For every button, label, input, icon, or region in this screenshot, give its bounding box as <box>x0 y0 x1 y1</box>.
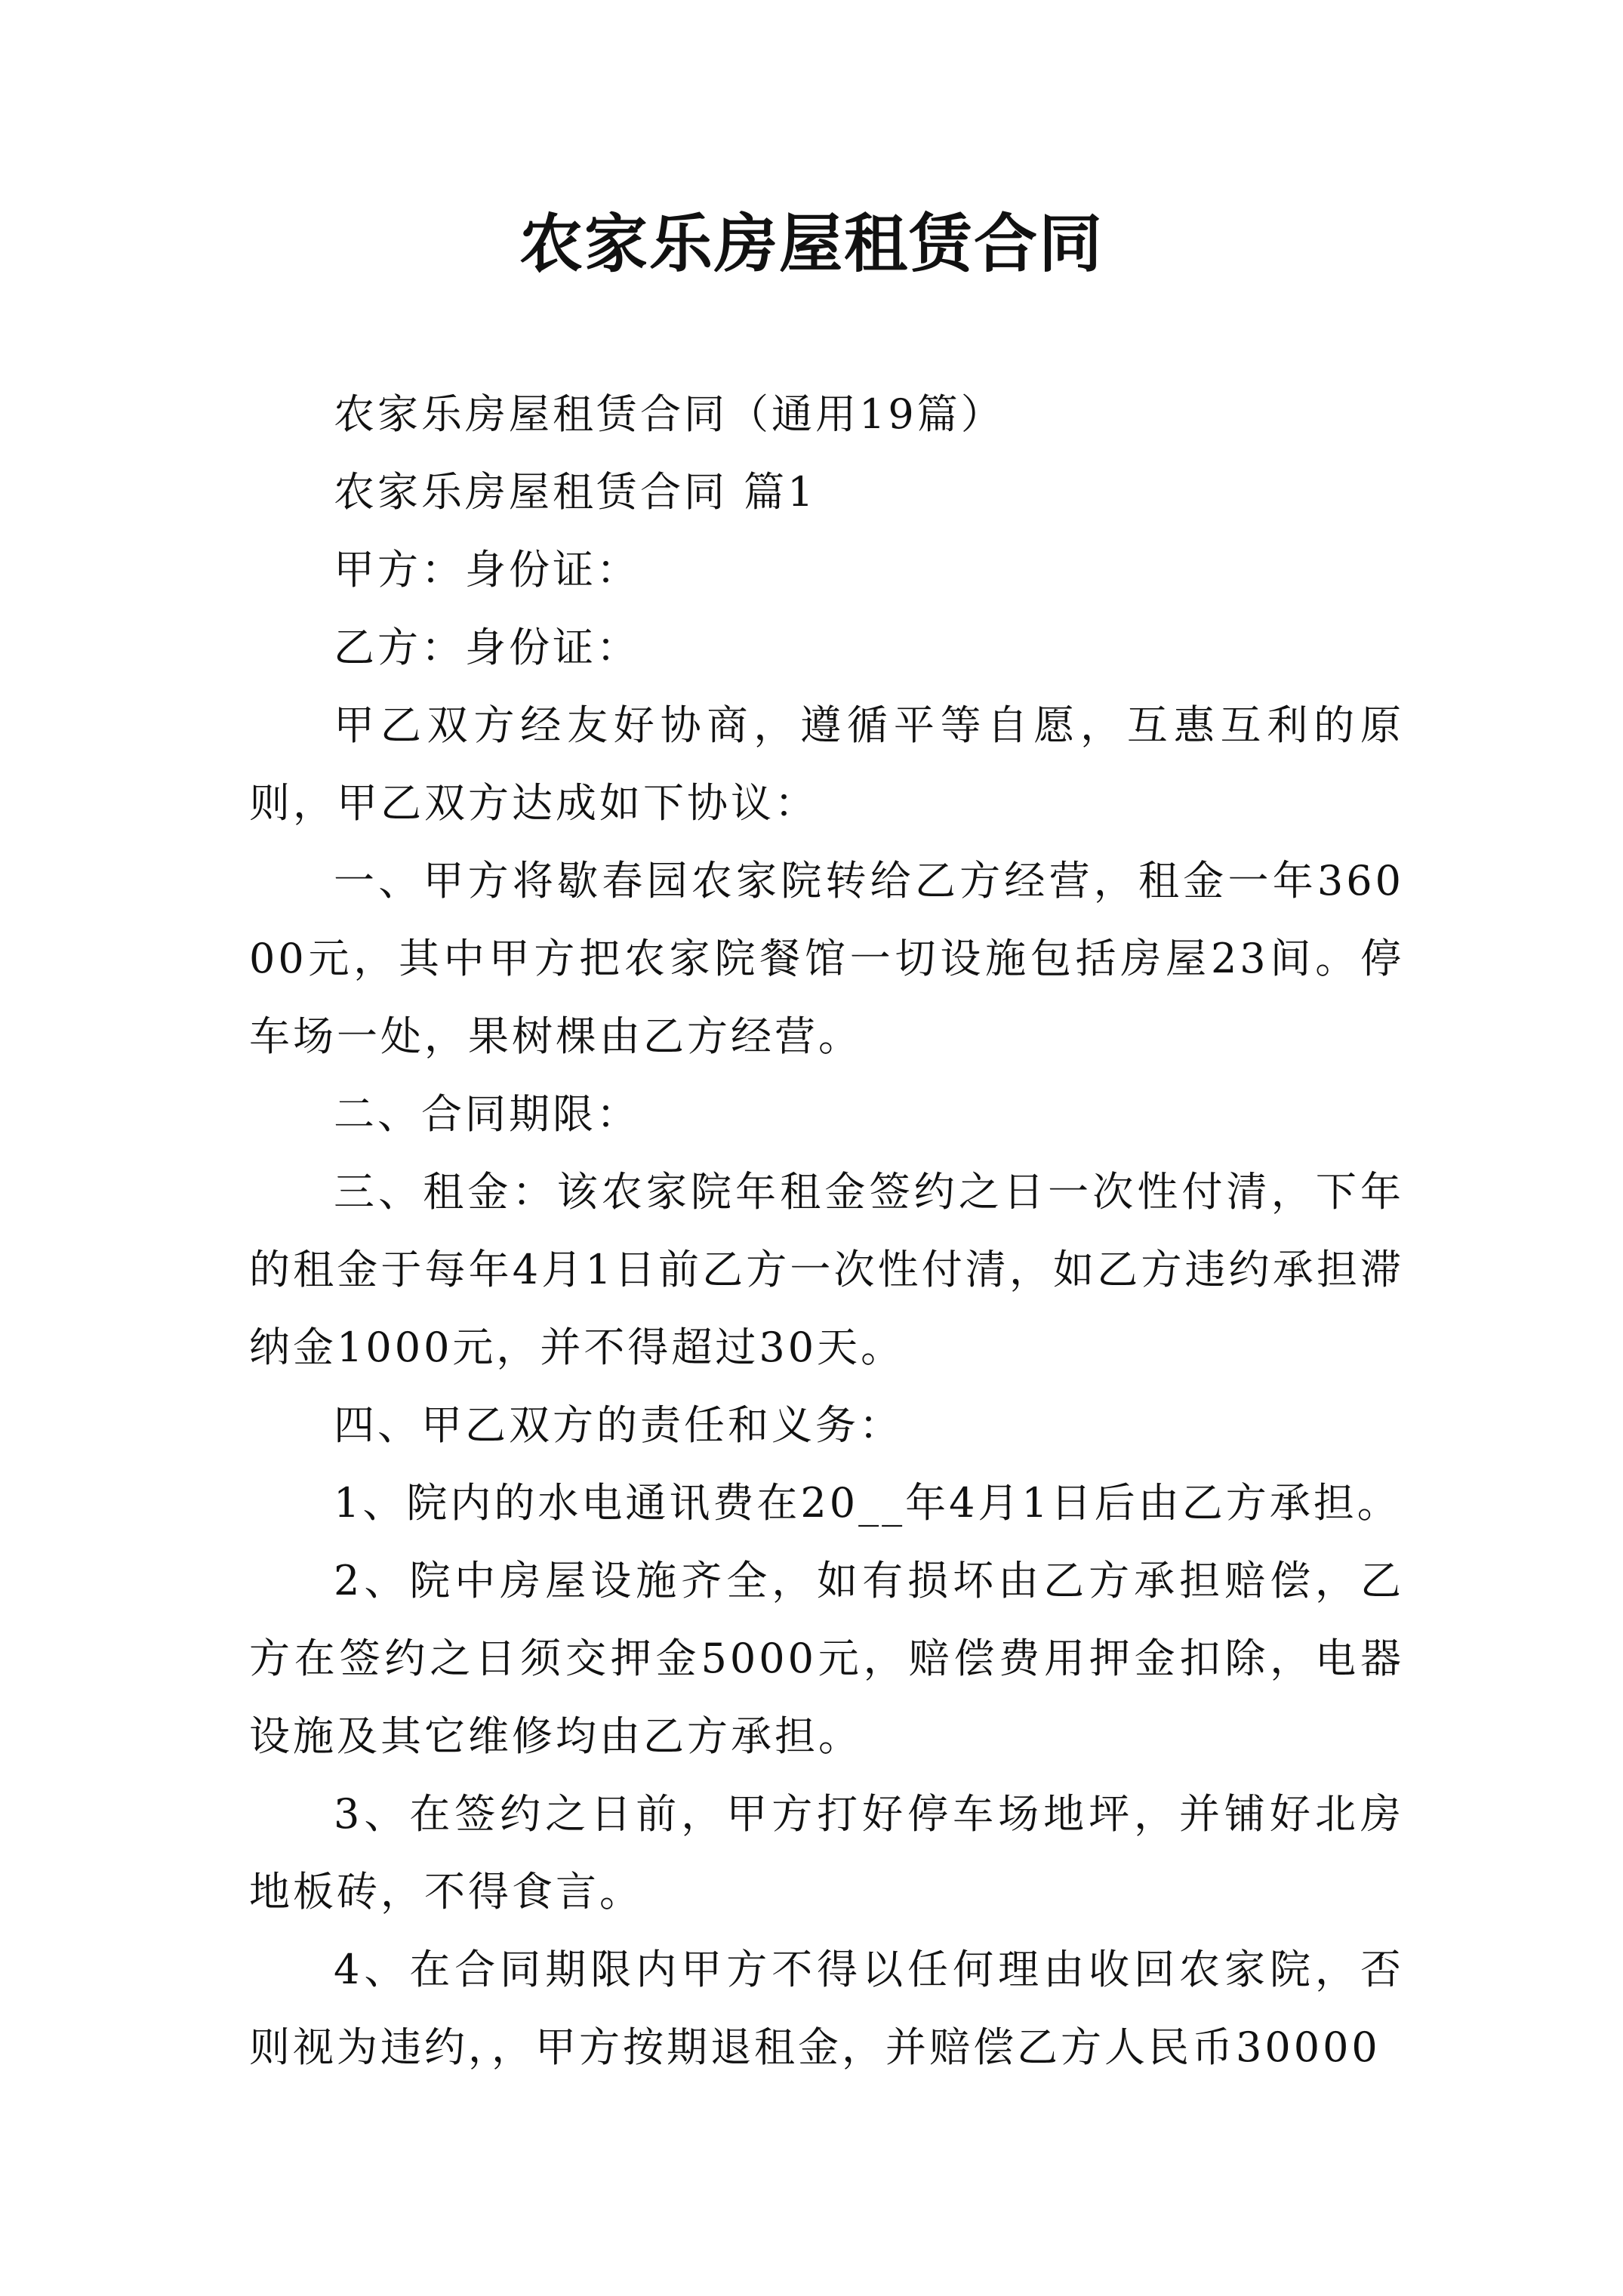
paragraph-item-1: 1、院内的水电通讯费在20__年4月1日后由乙方承担。 <box>334 1479 1401 1527</box>
document-body <box>249 375 1404 2086</box>
paragraph-party-b: 乙方：身份证： <box>334 624 640 671</box>
paragraph-party-a: 甲方：身份证： <box>334 546 640 593</box>
paragraph-section-heading: 农家乐房屋租赁合同 篇1 <box>334 468 817 516</box>
paragraph-clause-1: 一、甲方将歇春园农家院转给乙方经营，租金一年36000元，其中甲方把农家院餐馆一切设施包括房屋23间。停车场一处，果树棵由乙方经营。 <box>249 857 1404 1060</box>
paragraph-item-4: 4、在合同期限内甲方不得以任何理由收回农家院，否则视为违约，，甲方按期退租金，并赔偿乙方人民币30000 <box>249 1946 1404 2071</box>
paragraph-subtitle: 农家乐房屋租赁合同（通用19篇） <box>334 390 1005 438</box>
paragraph-clause-3: 三、租金：该农家院年租金签约之日一次性付清，下年的租金于每年4月1日前乙方一次性付清，如乙方违约承担滞纳金1000元，并不得超过30天。 <box>249 1168 1404 1371</box>
paragraph-clause-4: 四、甲乙双方的责任和义务： <box>334 1401 903 1449</box>
paragraph-item-3: 3、在签约之日前，甲方打好停车场地坪，并铺好北房地板砖，不得食言。 <box>249 1790 1404 1915</box>
paragraph-item-2: 2、院中房屋设施齐全，如有损坏由乙方承担赔偿，乙方在签约之日须交押金5000元，赔偿费用押金扣除，电器设施及其它维修均由乙方承担。 <box>249 1557 1404 1760</box>
paragraph-clause-2: 二、合同期限： <box>334 1090 640 1138</box>
paragraph-preamble: 甲乙双方经友好协商，遵循平等自愿，互惠互利的原则，甲乙双方达成如下协议： <box>249 701 1404 827</box>
document-title: 农家乐房屋租赁合同 <box>519 206 1104 281</box>
